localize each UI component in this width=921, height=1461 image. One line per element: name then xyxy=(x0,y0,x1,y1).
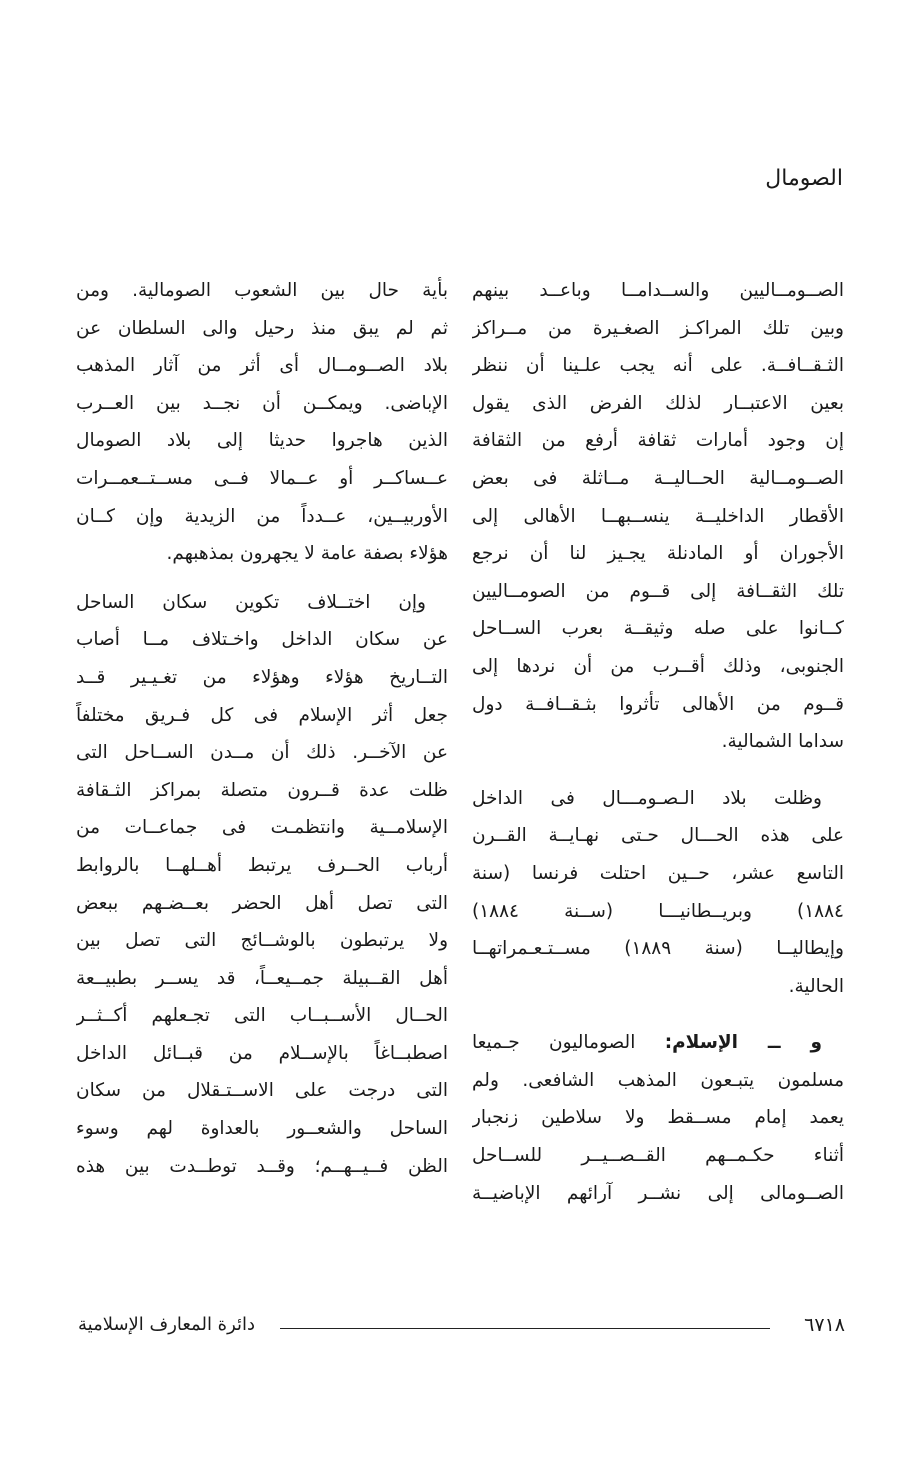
text-line: إن وجود أمارات ثقافة أرفع من الثقافة xyxy=(472,430,844,452)
text-line: الصــومــالية الحــاليــة مــاثلة فى بعض xyxy=(472,467,844,489)
text-line: الذين هاجروا حديثا إلى بلاد الصومال xyxy=(76,430,448,452)
text-line: على هذه الحـــال حـتى نهـايــة القــرن xyxy=(472,825,844,847)
text-line: الأوربيــين، عــدداً من الزيدية وإن كــان xyxy=(76,505,448,527)
text-line: التاسع عشر، حــين احتلت فرنسا (سنة xyxy=(472,862,844,884)
text-line: بلاد الصــومــال أى أثر من آثار المذهب xyxy=(76,355,448,377)
text-line: الأقطار الداخليــة ينســبهــا الأهالى إلى xyxy=(472,505,844,527)
text-line: أرباب الحــرف يرتبط أهــلهــا بالروابط xyxy=(76,854,448,876)
text-line: بعين الاعتبــار لذلك الفرض الذى يقول xyxy=(472,392,844,414)
text-line: يعمد إمام مســقط ولا سلاطين زنجبار xyxy=(472,1107,844,1129)
text-line: الصــومالى إلى نشــر آرائهم الإباضيــة xyxy=(472,1182,844,1204)
paragraph xyxy=(472,272,844,761)
text-line: ظلت عدة قــرون متصلة بمراكز الثـقافة xyxy=(76,779,448,801)
text-line: هؤلاء بصفة عامة لا يجهرون بمذهبهم. xyxy=(166,543,448,565)
text-line: مسلمون يتبـعون المذهب الشافعى. ولم xyxy=(472,1069,844,1091)
section-label: و ــ الإسلام: xyxy=(664,1032,822,1054)
text-line: جعل أثر الإسلام فى كل فـريق مختلفاً xyxy=(76,704,448,726)
text-line: قــوم من الأهالى تأثروا بثـقــافــة دول xyxy=(472,693,844,715)
text-line: وبين تلك المراكـز الصغـيرة من مــراكز xyxy=(472,317,844,339)
text-line: الأجوران أو المادنلة يجـيز لنا أن نرجع xyxy=(472,543,844,565)
text-line: الإباضى. ويمكــن أن نجــد بين العــرب xyxy=(76,392,448,414)
text-line: الصــومــاليين والســدامــا وباعــد بينهم xyxy=(472,280,844,301)
text-line: كــانوا على صله وثيقــة بعرب الســاحل xyxy=(472,618,844,640)
text-line: عن الآخــر. ذلك أن مــدن الســاحل التى xyxy=(76,742,448,764)
text-line: الجنوبى، وذلك أقــرب من أن نردها إلى xyxy=(472,655,844,677)
text-line: عــساكــر أو عــمالا فــى مســتــعمــرات xyxy=(76,467,448,489)
text-line: التى درجت على الاســتـقلال من سكان xyxy=(76,1080,448,1102)
text-line: الساحل والشعــور بالعداوة لهم وسوء xyxy=(76,1118,448,1140)
text-column-right xyxy=(472,272,844,1212)
text-line: أثناء حكـمــهم القــصــيــر للســاحل xyxy=(472,1145,844,1167)
text-line xyxy=(472,1024,844,1062)
text-span: الصوماليون جـميعا xyxy=(472,1032,636,1054)
text-line: ١٨٨٤) وبريــطانيـــا (ســنة ١٨٨٤) xyxy=(472,900,844,922)
text-line: التى تصل أهل الحضر بعــضـهم ببعض xyxy=(76,892,448,914)
text-line: بأية حال بين الشعوب الصومالية. ومن xyxy=(76,280,448,301)
text-line: عن سكان الداخل واخـتلاف مــا أصاب xyxy=(76,629,448,651)
text-line: التــاريخ هؤلاء وهؤلاء من تغـيـير قــد xyxy=(76,666,448,688)
paragraph-islam xyxy=(472,1024,844,1212)
text-line: ولا يرتبطون بالوشــائج التى تصل بين xyxy=(76,930,448,952)
paragraph xyxy=(76,584,448,1186)
text-line: تلك الثقــافة إلى قــوم من الصومــاليين xyxy=(472,580,844,602)
text-line: سداما الشمالية. xyxy=(721,731,844,753)
text-line: وإيطاليــا (سنة ١٨٨٩) مســتـعـمراتهــا xyxy=(472,938,844,960)
text-line: أهل القــبيلة جمــيعــاً، قد يســر بطبيــعة xyxy=(76,967,448,989)
paragraph xyxy=(472,780,844,1006)
text-line: وظلت بلاد الـصـومـــال فى الداخل xyxy=(472,787,822,809)
publication-title: دائرة المعارف الإسلامية xyxy=(78,1314,256,1335)
running-header: الصومال xyxy=(765,166,843,191)
text-line: الظن فــيــهــم؛ وقــد توطــدت بين هذه xyxy=(76,1155,448,1177)
paragraph xyxy=(76,272,448,573)
page-number: ٦٧١٨ xyxy=(804,1314,845,1336)
text-line: ثم لم يبق منذ رحيل والى السلطان عن xyxy=(76,317,448,339)
text-line: اصطبــاغاً بالإســلام من قبــائل الداخل xyxy=(76,1042,448,1064)
page-footer xyxy=(78,1310,845,1340)
text-line: وإن اختــلاف تكوين سكان الساحل xyxy=(76,591,426,613)
text-line: الإسلامــية وانتظمـت فى جماعــات من xyxy=(76,817,448,839)
text-line: الحالية. xyxy=(788,975,844,997)
text-line: الثـقــافــة. على أنه يجب علـينا أن ننظر xyxy=(472,355,844,377)
text-column-left xyxy=(76,272,448,1185)
text-line: الحــال الأســبــاب التى تجـعلهم أكــثــر xyxy=(76,1005,448,1027)
footer-divider xyxy=(280,1328,770,1329)
